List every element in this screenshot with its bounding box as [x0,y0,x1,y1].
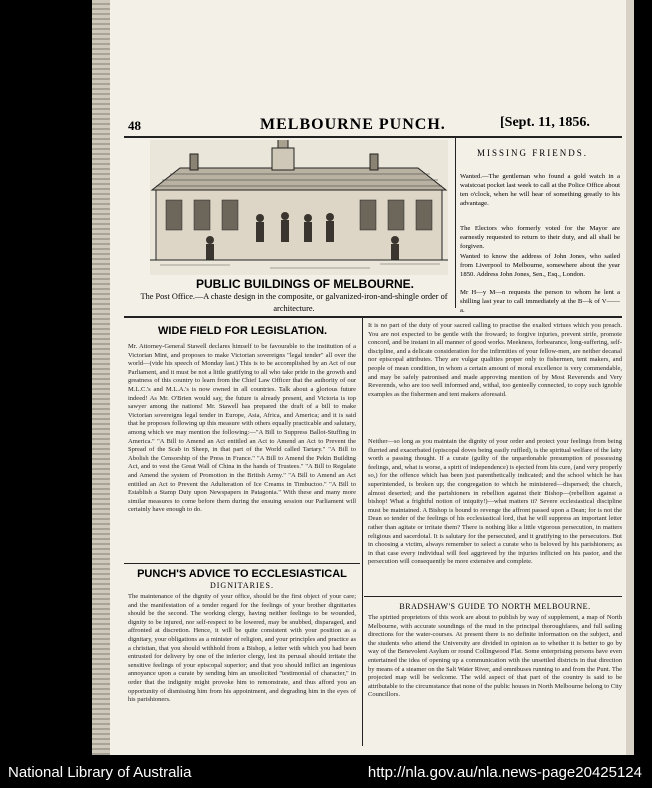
missing-friends-item: The Electors who formerly voted for the Mayor are earnestly requested to return to their duty, and all shall be forgiven. [460,225,620,250]
footer-url[interactable]: http://nla.gov.au/nla.news-page20425124 [367,764,642,781]
punch-advice-subtitle: DIGNITARIES. [209,581,275,590]
missing-friends-item: Mr H—y M—n requests the person to whom he lent a shilling last year to call immediately at the B—k of V——a. [460,289,620,314]
page-number: 48 [128,118,141,133]
missing-friends-title: MISSING FRIENDS. [477,148,589,158]
wide-field-title: WIDE FIELD FOR LEGISLATION. [158,325,328,337]
illustration-title: PUBLIC BUILDINGS OF MELBOURNE. [196,277,414,291]
section-rule [124,316,622,318]
bradshaw-body: The spirited proprietors of this work are about to publish by way of supplement, a map of North Melbourne, with accurate soundings of the mud in the principal thoroughfares, and full sailing directions for the water-courses. At present there is no definite information on the subject, and the students who attend the University are divided in opinion as to whether it is better to go by way of the Benevolent Asylum or round Collingwood Flat. Some enterprising persons have even entertained the idea of opening up a communication with the unsettled districts in that direction by means of a steamer on the Salt Water River, and omnibuses running to and from the Punt. The projected map will be welcome. The wild aspect of that part of the country is said to be attributable to the circumstance that none of the public houses in North Melbourne belong to City Councillors. [368,614,622,699]
issue-date: [Sept. 11, 1856. [500,115,590,130]
column-divider-top [455,138,456,308]
illustration-subtitle: The Post Office.—A chaste design in the composite, or galvanized-iron-and-shingle order of architecture. [140,292,448,313]
missing-friends-item: Wanted to know the address of John Jones, who sailed from Liverpool to Melbourne, somewhere about the year 1850. Address John Jones, Sen., Esq., London. [460,253,620,278]
missing-friends-item: Wanted.—The gentleman who found a gold watch in a waistcoat pocket last week to call at the Police Office about ten o'clock, when he will hear of something greatly to his advantage. [460,173,620,207]
right-column-body: It is no part of the duty of your sacred calling to practise the exalted virtues which you preach. You are not expected to be gentle with the froward; to forgive injuries, prevent strife, promote concord, and be instant in all manner of good works. Meekness, forbearance, long-suffering, self-discipline, and a delicate consideration for the infirmities of your fellow-men, are neither decanal nor episcopal attributes. They are vulgar qualities proper only to fishermen, tent makers, and people of mean condition, in whom a certain amount of moral excellence is very commendable, and may be safely patronised and made approving mention of by Most Reverends and Very Reverends, who are too well informed and, withal, too genteelly connected, to copy such ignoble examples as the fishermen and tent makers aforesaid. [368,322,622,398]
article-rule [364,596,622,597]
page-edge-right [626,0,634,755]
footer-credit: National Library of Australia [8,764,192,781]
page-edge-left [92,0,110,755]
punch-advice-body: The maintenance of the dignity of your office, should be the first object of your care; and the manifestation of a tender regard for the feelings of your brother dignitaries should be the second. The working clergy, having neither feelings to be wounded, dignity to be injured, nor self-respect to be lowered, may be snubbed, disparaged, and affronted at discretion. Hence, it will be quite consistent with your position as a dignitary, your obligations as a minister of religion, and your principles and practice as a christian, that you should withhold from a Bishop, a letter with which you had been entrusted for delivery by one of the inferior clergy, lest its perusal should irritate the sensitive feelings of your episcopal superior; and that you should inflict an ingenious annoyance upon a curate by sending him an unsolicited "testimonial of character," in order that the indignity might provoke him to remonstrate, and thus afford you an opportunity of dismissing him from his appointment, and degrading him in the eyes of his parishioners. [128,593,356,704]
article-rule [124,563,360,564]
right-column-body-2: Neither—so long as you maintain the dignity of your order and protect your feelings from being flurried and exacerbated (episcopal doves being easily ruffled), is the spiritual welfare of the laity worth a passing thought. If a curate (guilty of the unpardonable presumption of possessing feelings, and, what is worse, a spirit of independence) is ejected from his cure, (and very properly so,) for the offence which has been just parenthetically indicated; and the school which he has superintended, is broken up; the congregation to which he ministered—dispersed; the church, almost deserted; and the parishioners in rebellion against their Bishop—(rebellion against a bishop! What a frightful notion of iniquity!)—what matters it? Severe ecclesiastical discipline must be maintained. A Bishop is bound to revenge the affront passed upon a Dean; for is not the Dean so tender of the feelings of his ecclesiastical lord, that he will suppress an important letter rather than agitate or irritate them? There is nothing like a little vigorous persecution, in matters religious and sacerdotal. It is salutary for the persecuted, and it gratifying to the persecutors. But in choosing a victim, always remember to select a curate who is beloved by his parishioners; as in that case every individual will feel aggrieved by the injuries inflicted on his pastor, and the persecution will consequently be more extensive and complete. [368,438,622,566]
wide-field-body: Mr. Attorney-General Stawell declares himself to be favourable to the institution of a Victorian Mint, and proposes to make Victorian sovereigns "legal tender" all over the world—(vide his speech of Monday last.) This is to be accomplished by an Act of our Parliament, and it must be not a little gratifying to all who take pride in the growth and greatness of this country to learn from the Chief Law Officer that the authority of our M.L.C.'s and M.L.A.'s is now owned in all countries. Talk about a glorious future indeed! As Mr. O'Brien would say, the future is already present, and Victoria is top sawyer among the nations! Mr. Stawell has prepared the draft of a bill to make Victorian sovereigns legal tender in Europe, Asia, Africa, and America; and it is said that he proposes following up this measure with others equally practicable and salutary, among which we may mention the following:—"A Bill to Suppress Ballot-Stuffing in America." "A Bill to Amend an Act entitled an Act to Amend an Act to Prevent the Spread of the Scab in Sheep, in that part of the World called Tartary." "A Bill to Abolish the Censorship of the Press in France." "A Bill to Amend the Pekin Building Act, and to vest the Great Wall of China in the hands of Trustees." "A Bill to Regulate and Amend the system of Promotion in the British Army." "A Bill to Amend an Act entitled an Act to Prevent the Adulteration of Ice Creams in Timbuctoo." "A Bill to Establish a Stamp Duty upon Newspapers in Patagonia." With these and many more similar measures to come before them during the ensuing session our Parliament will certainly have enough to do. [128,343,356,514]
masthead: MELBOURNE PUNCH. [260,116,446,133]
header-rule [124,136,622,138]
bradshaw-title: BRADSHAW'S GUIDE TO NORTH MELBOURNE. [399,602,591,611]
column-divider [362,318,363,746]
post-office-illustration [150,140,448,275]
punch-advice-title: PUNCH'S ADVICE TO ECCLESIASTICAL [137,568,347,580]
